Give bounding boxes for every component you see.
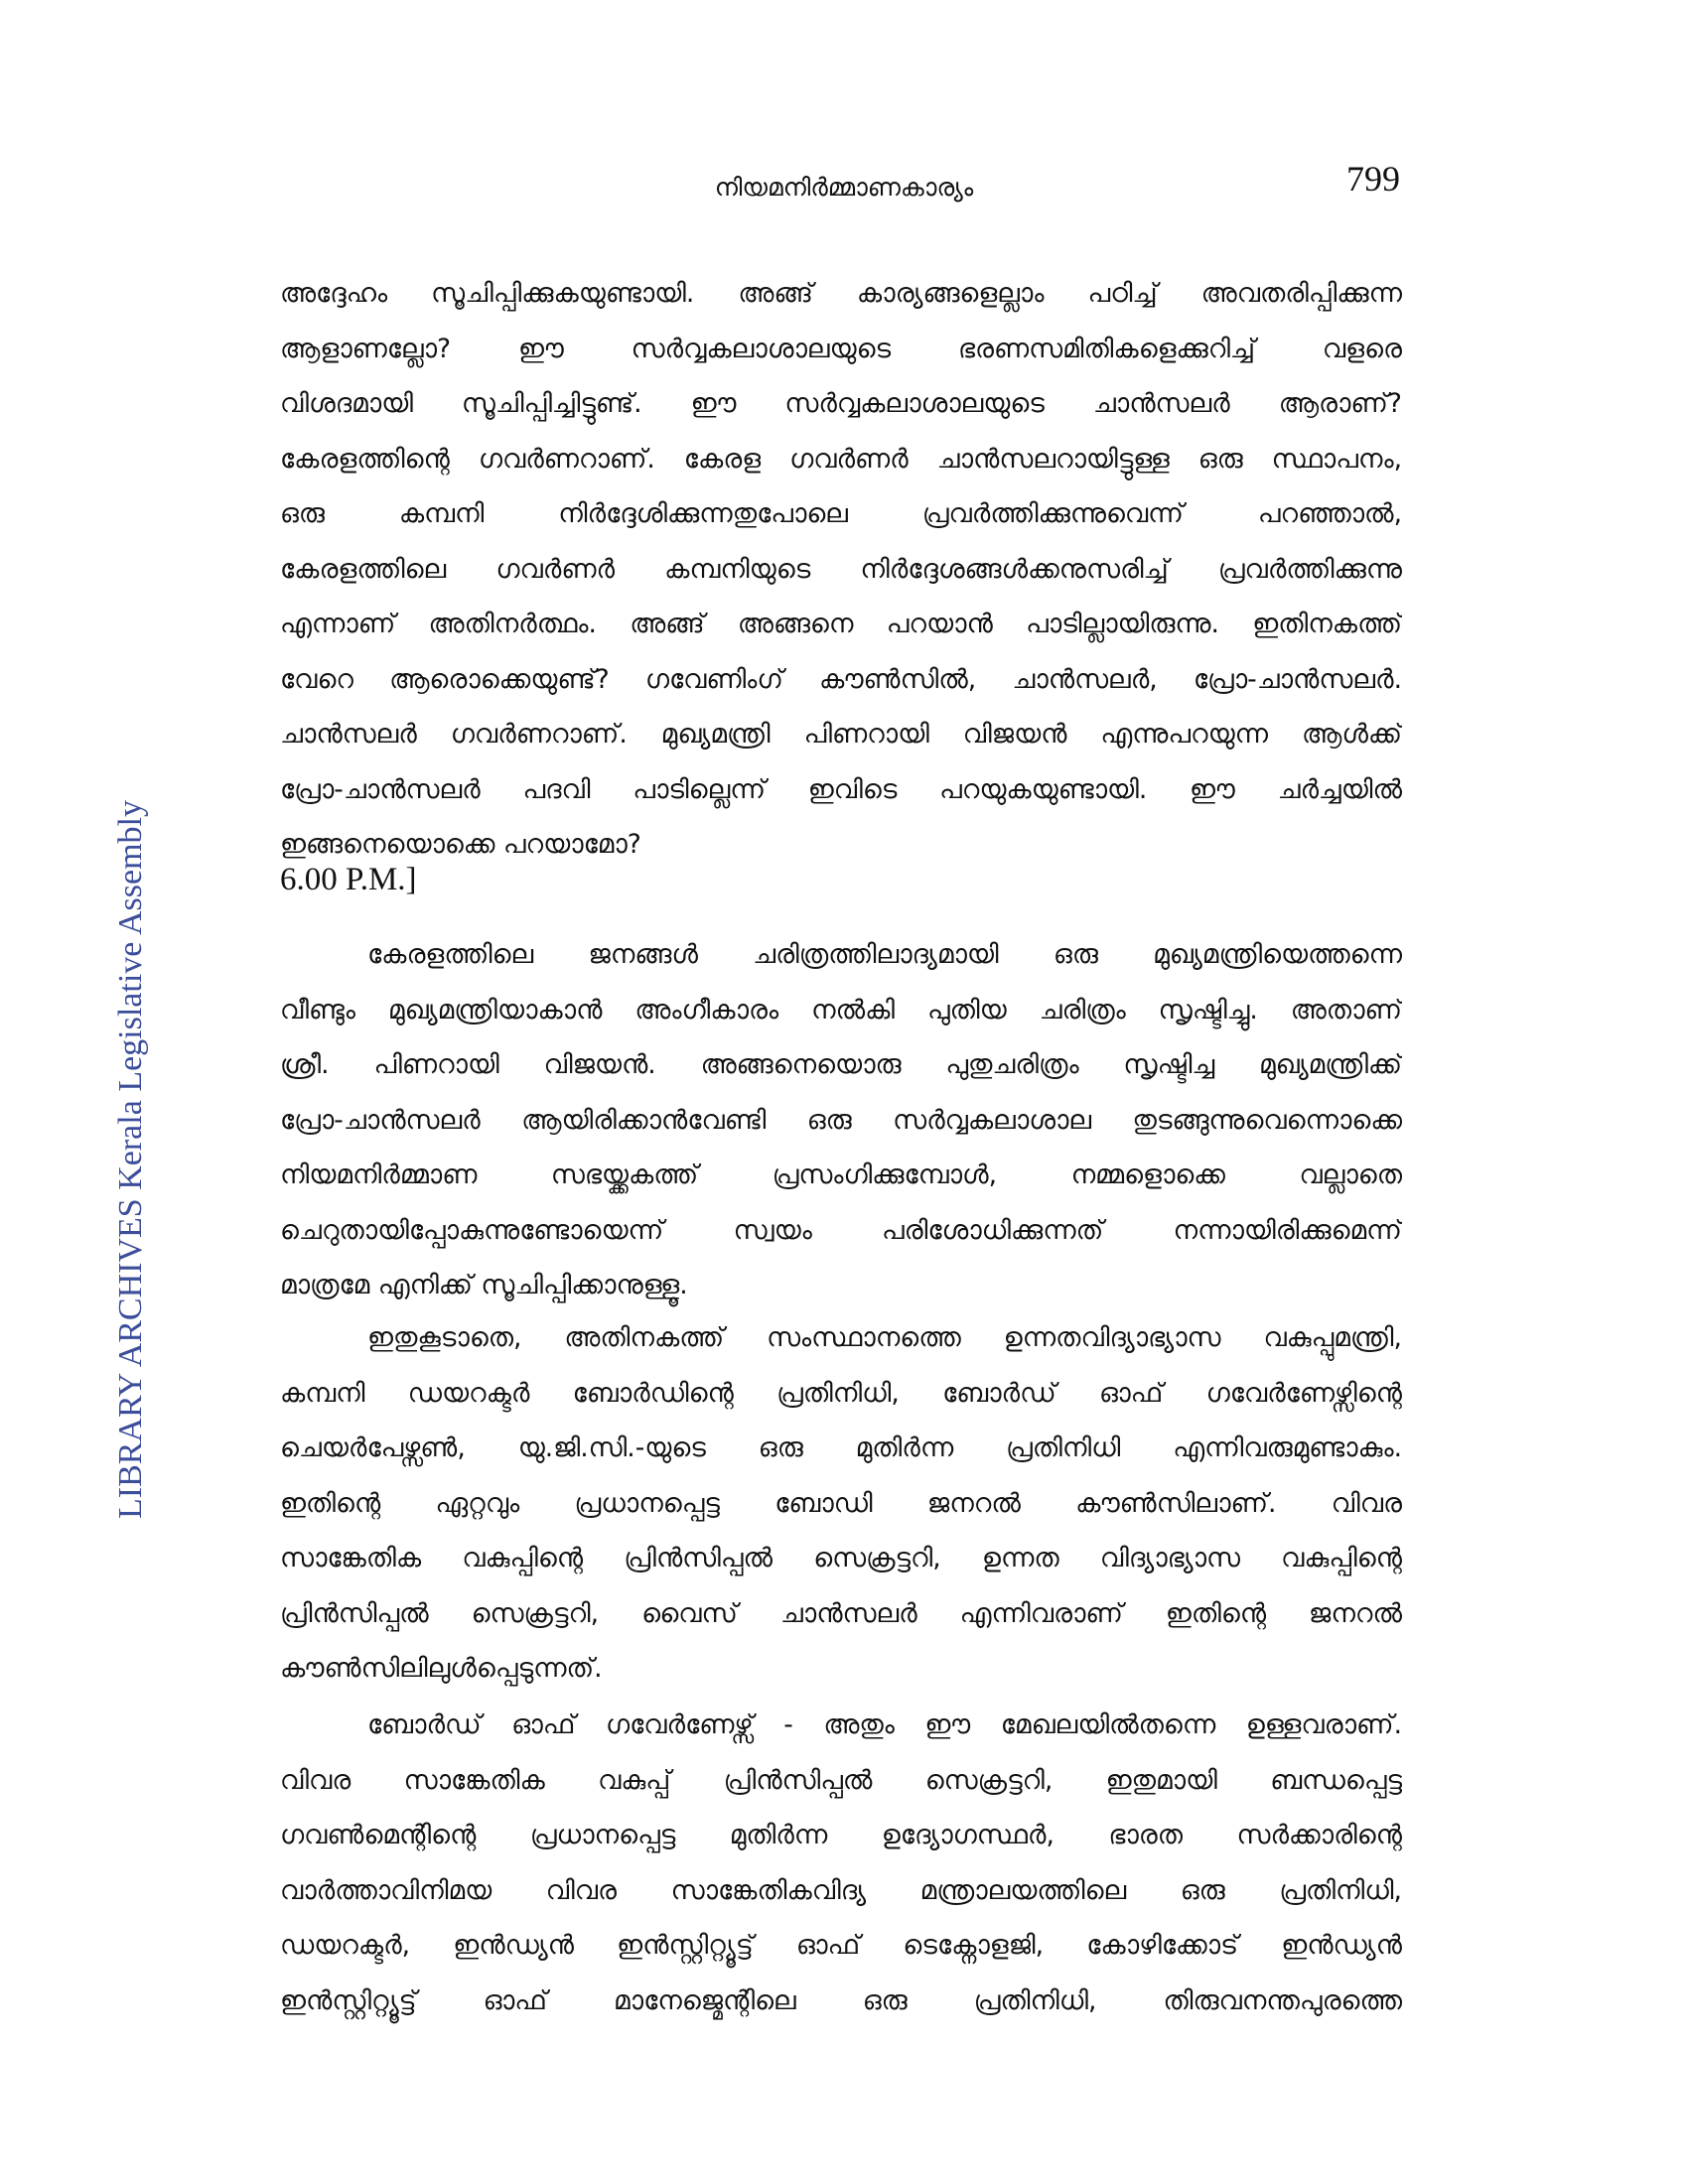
text-line: വേറെ ആരൊക്കെയുണ്ട്? ഗവേണിംഗ് കൗൺസിൽ, ചാൻസലർ, പ്രോ-ചാൻസലർ. <box>280 663 1402 695</box>
text-line: ചെറുതായിപ്പോകുന്നുണ്ടോയെന്ന് സ്വയം പരിശോധിക്കുന്നത് നന്നായിരിക്കുമെന്ന് <box>280 1214 1402 1246</box>
text-line: കേരളത്തിലെ ഗവർണർ കമ്പനിയുടെ നിർദ്ദേശങ്ങൾക്കനുസരിച്ച് പ്രവർത്തിക്കുന്നു <box>280 553 1402 585</box>
text-line: വാർത്താവിനിമയ വിവര സാങ്കേതികവിദ്യ മന്ത്രാലയത്തിലെ ഒരു പ്രതിനിധി, <box>280 1874 1402 1906</box>
running-header-title: നിയമനിർമ്മാണകാര്യം <box>714 173 974 202</box>
text-line: ശ്രീ. പിണറായി വിജയൻ. അങ്ങനെയൊരു പുതുചരിത്രം സൃഷ്ടിച്ച മുഖ്യമന്ത്രിക്ക് <box>280 1049 1402 1080</box>
time-marker-block <box>280 858 1402 901</box>
text-line: ഇതുകൂടാതെ, അതിനകത്ത് സംസ്ഥാനത്തെ ഉന്നതവിദ്യാഭ്യാസ വകുപ്പുമന്ത്രി, <box>367 1322 1402 1353</box>
text-line: എന്നാണ് അതിനർത്ഥം. അങ്ങ് അങ്ങനെ പറയാൻ പാടില്ലായിരുന്നു. ഇതിനകത്ത് <box>280 609 1402 639</box>
paragraph-4 <box>280 1698 1402 2028</box>
paragraph-2 <box>280 927 1402 1313</box>
text-line: ഡയറക്ടർ, ഇൻഡ്യൻ ഇൻസ്റ്റിറ്റ്യൂട്ട് ഓഫ് ടെക്നോളജി, കോഴിക്കോട് ഇൻഡ്യൻ <box>280 1930 1402 1961</box>
text-line: സാങ്കേതിക വകുപ്പിന്റെ പ്രിൻസിപ്പൽ സെക്രട്ടറി, ഉന്നത വിദ്യാഭ്യാസ വകുപ്പിന്റെ <box>280 1543 1402 1573</box>
text-line: പ്രിൻസിപ്പൽ സെക്രട്ടറി, വൈസ് ചാൻസലർ എന്നിവരാണ് ഇതിന്റെ ജനറൽ <box>280 1597 1402 1629</box>
text-line: ഒരു കമ്പനി നിർദ്ദേശിക്കുന്നതുപോലെ പ്രവർത്തിക്കുന്നുവെന്ന് പറഞ്ഞാൽ, <box>280 498 1402 529</box>
text-line: പ്രോ-ചാൻസലർ പദവി പാടില്ലെന്ന് ഇവിടെ പറയുകയുണ്ടായി. ഈ ചർച്ചയിൽ <box>280 773 1402 805</box>
text-line: ഇൻസ്റ്റിറ്റ്യൂട്ട് ഓഫ് മാനേജ്മെന്റിലെ ഒരു പ്രതിനിധി, തിരുവനന്തപുരത്തെ <box>280 1984 1402 2016</box>
text-line: കൗൺസിലിലുൾപ്പെടുന്നത്. <box>280 1653 603 1684</box>
text-line: ബോർഡ് ഓഫ് ഗവേർണേഴ്സ് - അതും ഈ മേഖലയിൽതന്നെ ഉള്ളവരാണ്. <box>367 1709 1402 1740</box>
text-line: വിവര സാങ്കേതിക വകുപ്പ് പ്രിൻസിപ്പൽ സെക്രട്ടറി, ഇതുമായി ബന്ധപ്പെട്ട <box>280 1764 1402 1796</box>
text-line: പ്രോ-ചാൻസലർ ആയിരിക്കാൻവേണ്ടി ഒരു സർവ്വകലാശാല തുടങ്ങുന്നുവെന്നൊക്കെ <box>280 1104 1402 1136</box>
paragraph-1 <box>280 266 1402 873</box>
text-line: ആളാണല്ലോ? ഈ സർവ്വകലാശാലയുടെ ഭരണസമിതികളെക്കുറിച്ച് വളരെ <box>280 333 1402 364</box>
archive-watermark: LIBRARY ARCHIVES Kerala Legislative Assembly <box>112 800 149 1520</box>
text-line: വിശദമായി സൂചിപ്പിച്ചിട്ടുണ്ട്. ഈ സർവ്വകലാശാലയുടെ ചാൻസലർ ആരാണ്? <box>280 388 1402 419</box>
text-line: നിയമനിർമ്മാണ സഭയ്ക്കകത്ത് പ്രസംഗിക്കുമ്പോൾ, നമ്മളൊക്കെ വല്ലാതെ <box>280 1160 1402 1190</box>
paragraph-3 <box>280 1310 1402 1697</box>
text-line: ഇങ്ങനെയൊക്കെ പറയാമോ? <box>280 829 641 860</box>
text-line: ചെയർപേഴ്സൺ, യു.ജി.സി.-യുടെ ഒരു മുതിർന്ന പ്രതിനിധി എന്നിവരുമുണ്ടാകും. <box>280 1433 1402 1463</box>
text-line: അദ്ദേഹം സൂചിപ്പിക്കുകയുണ്ടായി. അങ്ങ് കാര്യങ്ങളെല്ലാം പഠിച്ച് അവതരിപ്പിക്കുന്ന <box>280 278 1402 309</box>
text-line: മാത്രമേ എനിക്ക് സൂചിപ്പിക്കാനുള്ളൂ. <box>280 1270 688 1300</box>
time-marker: 6.00 P.M.] <box>280 862 417 897</box>
text-line: കേരളത്തിലെ ജനങ്ങൾ ചരിത്രത്തിലാദ്യമായി ഒരു മുഖ്യമന്ത്രിയെത്തന്നെ <box>367 939 1402 970</box>
page-number: 799 <box>1346 159 1400 199</box>
text-line: വീണ്ടും മുഖ്യമന്ത്രിയാകാൻ അംഗീകാരം നൽകി പുതിയ ചരിത്രം സൃഷ്ടിച്ചു. അതാണ് <box>280 994 1402 1025</box>
text-line: ഇതിന്റെ ഏറ്റവും പ്രധാനപ്പെട്ട ബോഡി ജനറൽ കൗൺസിലാണ്. വിവര <box>280 1487 1402 1519</box>
text-line: ഗവൺമെന്റിന്റെ പ്രധാനപ്പെട്ട മുതിർന്ന ഉദ്യോഗസ്ഥർ, ഭാരത സർക്കാരിന്റെ <box>280 1820 1402 1850</box>
text-line: ചാൻസലർ ഗവർണറാണ്. മുഖ്യമന്ത്രി പിണറായി വിജയൻ എന്നുപറയുന്ന ആൾക്ക് <box>280 719 1402 750</box>
text-line: കേരളത്തിന്റെ ഗവർണറാണ്. കേരള ഗവർണർ ചാൻസലറായിട്ടുള്ള ഒരു സ്ഥാപനം, <box>280 443 1402 475</box>
text-line: കമ്പനി ഡയറക്ടർ ബോർഡിന്റെ പ്രതിനിധി, ബോർഡ് ഓഫ് ഗവേർണേഴ്സിന്റെ <box>280 1377 1402 1409</box>
